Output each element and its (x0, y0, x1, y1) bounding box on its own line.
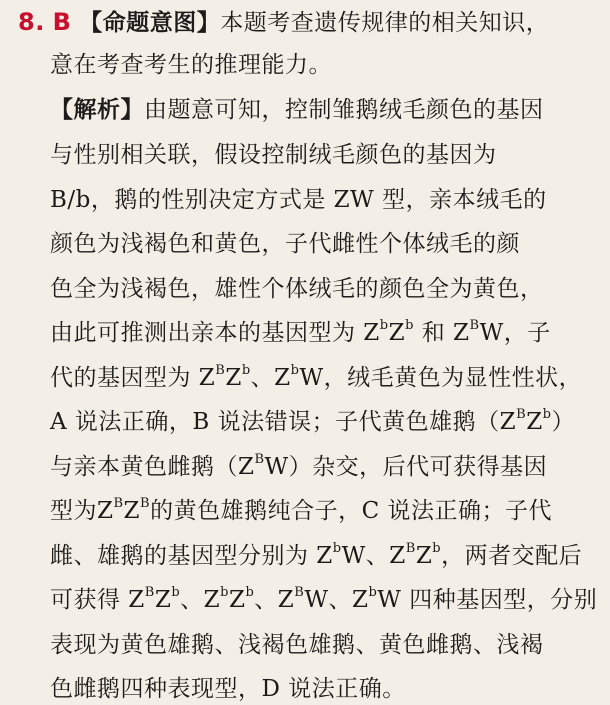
analysis-label: 【解析】 (50, 96, 144, 123)
analysis-line-2: 与性别相关联，假设控制绒毛颜色的基因为 (50, 142, 497, 168)
intent-text-line-1: 本题考查遗传规律的相关知识， (220, 10, 550, 36)
analysis-line-13: 表现为黄色雄鹅、浅褐色雄鹅、黄色雌鹅、浅褐 (50, 631, 544, 658)
analysis-line-7: 代的基因型为 $Z^BZ^b$、$Z^bW$，绒毛黄色为显性性状， (50, 362, 583, 391)
analysis-line-12: 可获得 $Z^BZ^b$、$Z^bZ^b$、$Z^BW$、$Z^bW$ 四种基因型，分别 (50, 585, 598, 613)
analysis-line-4: 颜色为浅褐色和黄色，子代雌性个体绒毛的颜 (50, 231, 520, 257)
analysis-line-6: 由此可推测出亲本的基因型为 $Z^bZ^b$ 和 $Z^BW$，子 (50, 318, 551, 346)
answer-letter: B (52, 8, 72, 36)
analysis-line-3: B/b，鹅的性别决定方式是 ZW 型，亲本绒毛的 (50, 186, 547, 213)
answer-header-line (18, 6, 610, 39)
question-number: 8. (18, 8, 45, 36)
analysis-text-1: 由题意可知，控制雏鹅绒毛颜色的基因 (144, 97, 544, 123)
analysis-line-14: 色雌鹅四种表现型，D 说法正确。 (50, 676, 406, 702)
analysis-line-5: 色全为浅褐色，雄性个体绒毛的颜色全为黄色， (50, 275, 544, 302)
intent-text-line-2: 意在考查考生的推理能力。 (50, 52, 332, 78)
analysis-line-11: 雌、雄鹅的基因型分别为 $Z^bW$、$Z^BZ^b$，两者交配后 (50, 540, 583, 569)
analysis-line-9: 与亲本黄色雌鹅$(Z^BW)$杂交，后代可获得基因 (50, 451, 548, 480)
analysis-line-1 (50, 94, 610, 126)
analysis-line-10: 型为$Z^BZ^B$的黄色雄鹅纯合子，C 说法正确；子代 (50, 496, 553, 524)
intent-label: 【命题意图】 (79, 9, 221, 36)
analysis-line-8: A 说法正确，B 说法错误；子代黄色雄鹅$(Z^BZ^b)$ (50, 407, 575, 435)
